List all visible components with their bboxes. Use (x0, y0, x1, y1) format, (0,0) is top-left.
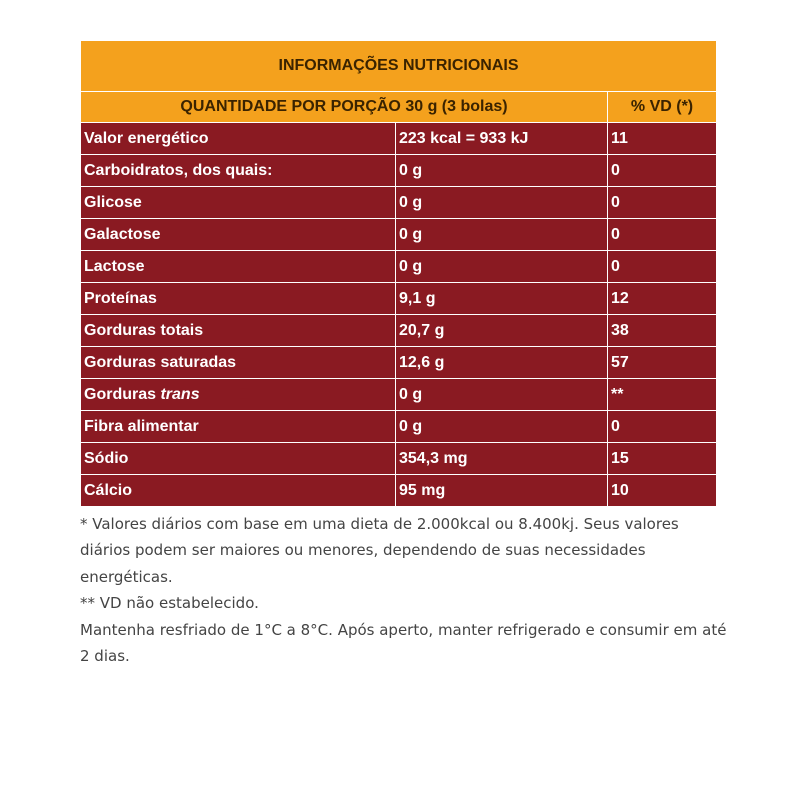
nutrient-amount: 0 g (396, 411, 608, 443)
nutrient-name (81, 443, 396, 475)
table-row (81, 123, 717, 155)
nutrient-vd: 11 (608, 123, 717, 155)
nutrition-table (80, 40, 717, 507)
nutrition-table-body (81, 41, 717, 507)
footnote-vd-not-established: ** VD não estabelecido. (80, 594, 259, 613)
table-row (81, 443, 717, 475)
nutrient-name-text: Galactose (84, 225, 161, 243)
nutrient-amount: 0 g (396, 187, 608, 219)
table-row (81, 187, 717, 219)
table-row (81, 347, 717, 379)
nutrient-vd: 38 (608, 315, 717, 347)
nutrient-name (81, 187, 396, 219)
nutrient-name-text: Valor energético (84, 129, 209, 147)
nutrient-vd: 10 (608, 475, 717, 507)
nutrient-vd: 0 (608, 155, 717, 187)
table-header-row (81, 92, 717, 123)
nutrient-name (81, 123, 396, 155)
table-row (81, 379, 717, 411)
nutrient-amount: 0 g (396, 219, 608, 251)
footnotes (80, 511, 730, 669)
nutrient-vd: 15 (608, 443, 717, 475)
nutrient-amount: 0 g (396, 155, 608, 187)
nutrient-name-text: Gorduras saturadas (84, 353, 237, 371)
nutrient-vd: 0 (608, 219, 717, 251)
nutrient-name (81, 315, 396, 347)
nutrient-name-text: Lactose (84, 257, 145, 275)
table-row (81, 155, 717, 187)
nutrient-name (81, 251, 396, 283)
nutrient-amount: 0 g (396, 379, 608, 411)
footnote-storage: Mantenha resfriado de 1°C a 8°C. Após aperto, manter refrigerado e consumir em até 2 dias. (80, 620, 727, 666)
nutrient-name (81, 475, 396, 507)
nutrient-vd: 0 (608, 187, 717, 219)
nutrient-amount: 223 kcal = 933 kJ (396, 123, 608, 155)
nutrient-name-text: Gorduras totais (84, 321, 204, 339)
header-portion: QUANTIDADE POR PORÇÃO 30 g (3 bolas) (81, 92, 608, 123)
nutrient-name (81, 347, 396, 379)
nutrient-name-text: Carboidratos, dos quais: (84, 161, 273, 179)
nutrient-amount: 12,6 g (396, 347, 608, 379)
table-row (81, 219, 717, 251)
table-row (81, 411, 717, 443)
table-title: INFORMAÇÕES NUTRICIONAIS (81, 41, 717, 92)
nutrient-amount: 95 mg (396, 475, 608, 507)
footnote-daily-values: * Valores diários com base em uma dieta de 2.000kcal ou 8.400kj. Seus valores diários podem ser maiores ou menores, dependendo de suas necessidades energéticas. (80, 515, 679, 586)
nutrient-name-text: Cálcio (84, 481, 133, 499)
nutrient-name (81, 283, 396, 315)
nutrient-name-text: Glicose (84, 193, 142, 211)
table-title-row (81, 41, 717, 92)
nutrient-name (81, 155, 396, 187)
nutrient-vd: ** (608, 379, 717, 411)
nutrient-name (81, 219, 396, 251)
nutrient-name-text: Sódio (84, 449, 129, 467)
nutrient-vd: 57 (608, 347, 717, 379)
nutrient-name (81, 411, 396, 443)
nutrient-amount: 20,7 g (396, 315, 608, 347)
nutrient-vd: 0 (608, 251, 717, 283)
nutrient-vd: 0 (608, 411, 717, 443)
table-row (81, 283, 717, 315)
nutrient-amount: 354,3 mg (396, 443, 608, 475)
table-row (81, 315, 717, 347)
nutrient-amount: 0 g (396, 251, 608, 283)
table-row (81, 475, 717, 507)
header-vd: % VD (*) (608, 92, 717, 123)
nutrient-name (81, 379, 396, 411)
nutrient-name-text: Gorduras (84, 385, 161, 403)
nutrient-name-text: Fibra alimentar (84, 417, 199, 435)
table-row (81, 251, 717, 283)
nutrient-name-suffix: trans (160, 385, 200, 403)
nutrient-amount: 9,1 g (396, 283, 608, 315)
nutrient-name-text: Proteínas (84, 289, 157, 307)
nutrient-vd: 12 (608, 283, 717, 315)
